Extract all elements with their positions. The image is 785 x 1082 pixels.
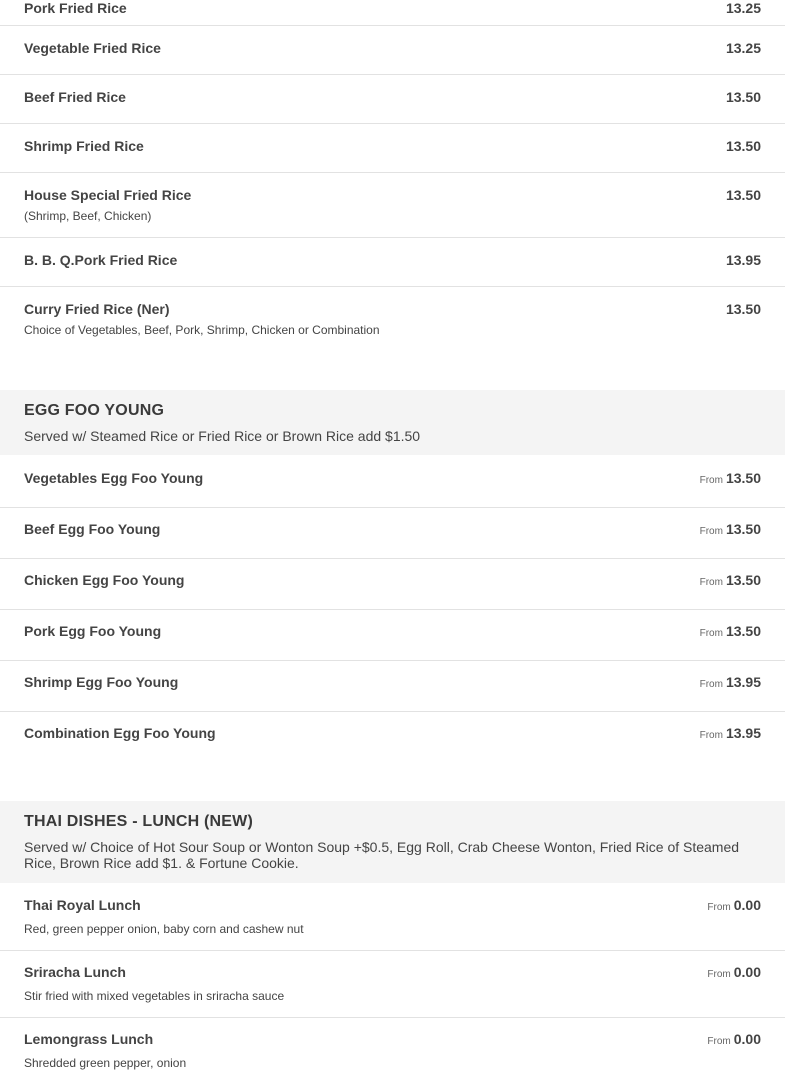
- price-from-label: From: [699, 628, 723, 639]
- menu-item[interactable]: [0, 173, 785, 238]
- price-from-label: From: [699, 526, 723, 537]
- price-from-label: From: [699, 577, 723, 588]
- menu-item[interactable]: [0, 26, 785, 75]
- item-price: 13.25: [725, 40, 761, 56]
- menu-item[interactable]: [0, 0, 785, 26]
- menu-item[interactable]: [0, 508, 785, 559]
- price-from-label: From: [699, 730, 723, 741]
- menu-item[interactable]: [0, 75, 785, 124]
- price-value: 0.00: [733, 964, 761, 980]
- price-from-label: From: [707, 1036, 731, 1047]
- price-from-label: From: [707, 902, 731, 913]
- menu-item[interactable]: [0, 712, 785, 772]
- section-header-egg-foo-young: [0, 390, 785, 455]
- menu-item[interactable]: [0, 661, 785, 712]
- item-name: House Special Fried Rice: [24, 187, 192, 203]
- item-description: Choice of Vegetables, Beef, Pork, Shrimp, Chicken or Combination: [24, 323, 380, 337]
- item-name: Curry Fried Rice (Ner): [24, 301, 170, 317]
- item-name: Pork Fried Rice: [24, 0, 127, 16]
- item-name: Vegetable Fried Rice: [24, 40, 161, 56]
- item-price: [700, 623, 761, 642]
- price-value: 13.50: [725, 470, 761, 486]
- item-price: [707, 1031, 761, 1050]
- price-value: 0.00: [733, 897, 761, 913]
- item-price: 13.25: [725, 0, 761, 16]
- item-price: 13.50: [725, 301, 761, 317]
- item-price: [707, 897, 761, 916]
- section-subtitle: Served w/ Choice of Hot Sour Soup or Wonton Soup +$0.5, Egg Roll, Crab Cheese Wonton, Fried Rice of Steamed Rice, Brown Rice add $1. & Fortune Cookie.: [24, 839, 740, 871]
- item-price: [700, 725, 761, 744]
- item-name: Lemongrass Lunch: [24, 1031, 154, 1047]
- menu-item[interactable]: [0, 559, 785, 610]
- menu-item[interactable]: [0, 883, 785, 951]
- item-description: (Shrimp, Beef, Chicken): [24, 209, 152, 223]
- item-price: 13.50: [725, 138, 761, 154]
- price-from-label: From: [699, 679, 723, 690]
- section-subtitle: Served w/ Steamed Rice or Fried Rice or Brown Rice add $1.50: [24, 428, 421, 444]
- menu-item[interactable]: [0, 610, 785, 661]
- item-price: [700, 674, 761, 693]
- menu-item[interactable]: [0, 1018, 785, 1082]
- item-price: [707, 964, 761, 983]
- price-value: 13.50: [725, 521, 761, 537]
- menu-item[interactable]: [0, 124, 785, 173]
- item-description: Red, green pepper onion, baby corn and cashew nut: [24, 922, 304, 936]
- item-name: Chicken Egg Foo Young: [24, 572, 185, 588]
- section-title: THAI DISHES - LUNCH (NEW): [24, 813, 253, 830]
- item-price: 13.95: [725, 252, 761, 268]
- item-name: Pork Egg Foo Young: [24, 623, 162, 639]
- item-price: 13.50: [725, 187, 761, 203]
- item-description: Stir fried with mixed vegetables in sriracha sauce: [24, 989, 285, 1003]
- item-name: Beef Fried Rice: [24, 89, 126, 105]
- item-name: B. B. Q.Pork Fried Rice: [24, 252, 178, 268]
- price-value: 13.50: [725, 572, 761, 588]
- price-value: 0.00: [733, 1031, 761, 1047]
- menu-item[interactable]: [0, 455, 785, 508]
- item-price: [700, 572, 761, 591]
- section-header-thai-lunch: [0, 801, 785, 883]
- item-name: Sriracha Lunch: [24, 964, 126, 980]
- menu-item[interactable]: [0, 287, 785, 357]
- item-name: Thai Royal Lunch: [24, 897, 141, 913]
- price-value: 13.95: [725, 725, 761, 741]
- item-price: 13.50: [725, 89, 761, 105]
- price-from-label: From: [699, 475, 723, 486]
- item-name: Vegetables Egg Foo Young: [24, 470, 204, 486]
- item-price: [700, 521, 761, 540]
- price-from-label: From: [707, 969, 731, 980]
- menu-item[interactable]: [0, 951, 785, 1018]
- section-title: EGG FOO YOUNG: [24, 402, 165, 419]
- item-price: [700, 470, 761, 489]
- price-value: 13.50: [725, 623, 761, 639]
- item-description: Shredded green pepper, onion: [24, 1056, 187, 1070]
- item-name: Shrimp Fried Rice: [24, 138, 144, 154]
- menu-item[interactable]: [0, 238, 785, 287]
- item-name: Shrimp Egg Foo Young: [24, 674, 179, 690]
- item-name: Combination Egg Foo Young: [24, 725, 216, 741]
- price-value: 13.95: [725, 674, 761, 690]
- item-name: Beef Egg Foo Young: [24, 521, 161, 537]
